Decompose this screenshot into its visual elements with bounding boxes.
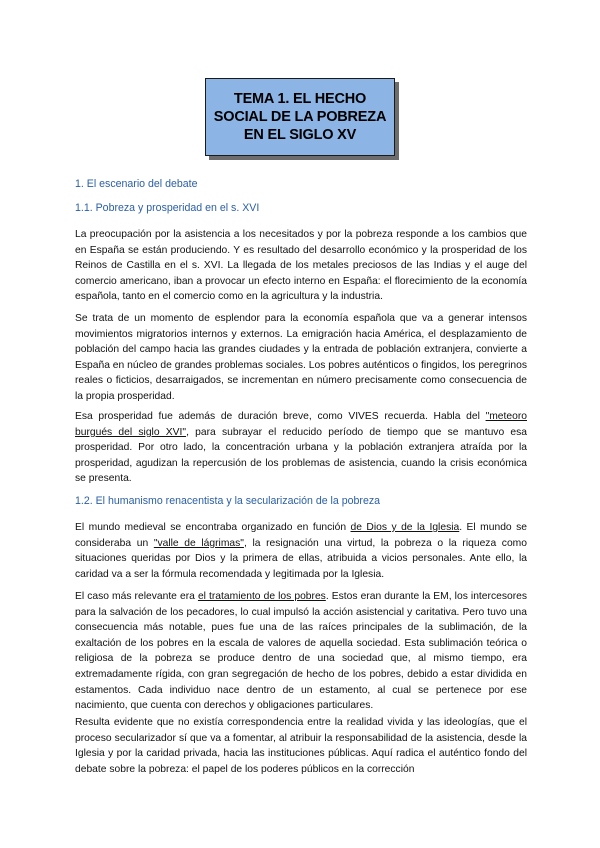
paragraph-5 [75,589,527,714]
paragraph-5-text-b: . Estos eran durante la EM, los intercesores para la salvación de los pecadores, lo cual impulsó la acción asistencial y caritativa. Pero tuvo una consecuencia más notable, pues fue una de las raíces principales de la sublimación, de la exaltación de los pobres en la escala de valores de aquella sociedad. Esta sublimación teórica o religiosa de la pobreza se produce dentro de una sociedad que, al mismo tiempo, era extremadamente rígida, con gran segregación de hecho de los pobres, debido a estar dividida en estamentos. Cada individuo nace dentro de un estamento, al cual se pertenece por ese nacimiento, que cuenta con derechos y obligaciones particulares. [75,591,527,712]
heading-section-1: 1. El escenario del debate [75,178,198,190]
paragraph-4 [75,520,527,582]
valle-lagrimas-quote: "valle de lágrimas" [153,537,244,549]
title-box [205,78,395,156]
dios-iglesia-phrase: de Dios y de la Iglesia [350,522,460,533]
paragraph-4-text-b: . El mundo se consideraba un [75,522,527,549]
paragraph-4-text-c: , la resignación una virtud, la pobreza o la riqueza como situaciones queridas por Dios y la primera de ellas, atribuida a vicios personales. Ante ello, la caridad va a ser la fórmula recomendada y legitimada por la Iglesia. [75,537,527,580]
paragraph-3-text-a: Esa prosperidad fue además de duración breve, como VIVES recuerda. Habla del [75,411,486,422]
title-line-1: TEMA 1. EL HECHO [233,91,367,107]
paragraph-1: La preocupación por la asistencia a los necesitados y por la pobreza responde a los cambios que en España se están produciendo. Y es resultado del desarrollo económico y la prosperidad de los Reinos de Castilla en el s. XVI. La llegada de los metales preciosos de las Indias y el auge del comercio americano, iban a provocar un efecto interno en España: el florecimiento de la economía española, tanto en el comercio como en la agricultura y la industria. [75,229,527,303]
paragraph-3-text-b: , para subrayar el reducido período de tiempo que se mantuvo esa prosperidad. Por otro lado, la concentración urbana y la población extranjera atraída por la prosperidad, agudizan la repercusión de los problemas de asistencia, cuando la crisis económica se presenta. [75,426,527,485]
document-title [214,90,386,144]
paragraph-2: Se trata de un momento de esplendor para la economía española que va a generar intensos movimientos migratorios internos y externos. La emigración hacia América, el desplazamiento de población del campo hacia las grandes ciudades y la entrada de población extranjera, convierte a España en núcleo de grandes problemas sociales. Los pobres auténticos o fingidos, los peregrinos reales o ficticios, desarraigados, se incrementan en número precisamente como consecuencia de la propia prosperidad. [75,313,527,402]
heading-section-1-2: 1.2. El humanismo renacentista y la secularización de la pobreza [75,495,381,507]
title-line-2: SOCIAL DE LA POBREZA [213,109,387,125]
paragraph-3 [75,409,527,487]
paragraph-6: Resulta evidente que no existía correspondencia entre la realidad vivida y las ideologías, que el proceso secularizador sí que va a fomentar, al atribuir la responsabilidad de la asistencia, desde la Iglesia y por la caridad privada, hacia las instituciones públicas. Aquí radica el auténtico fondo del debate sobre la pobreza: el papel de los poderes públicos en la corrección [75,717,527,775]
tratamiento-pobres-phrase: el tratamiento de los pobres [197,591,326,602]
meteoro-quote: "meteoro burgués del siglo XVI" [75,411,527,438]
heading-section-1-1: 1.1. Pobreza y prosperidad en el s. XVI [75,202,260,214]
paragraph-5-text-a: El caso más relevante era [75,591,198,602]
title-line-3: EN EL SIGLO XV [243,127,357,143]
paragraph-4-text-a: El mundo medieval se encontraba organizado en función [75,522,351,533]
